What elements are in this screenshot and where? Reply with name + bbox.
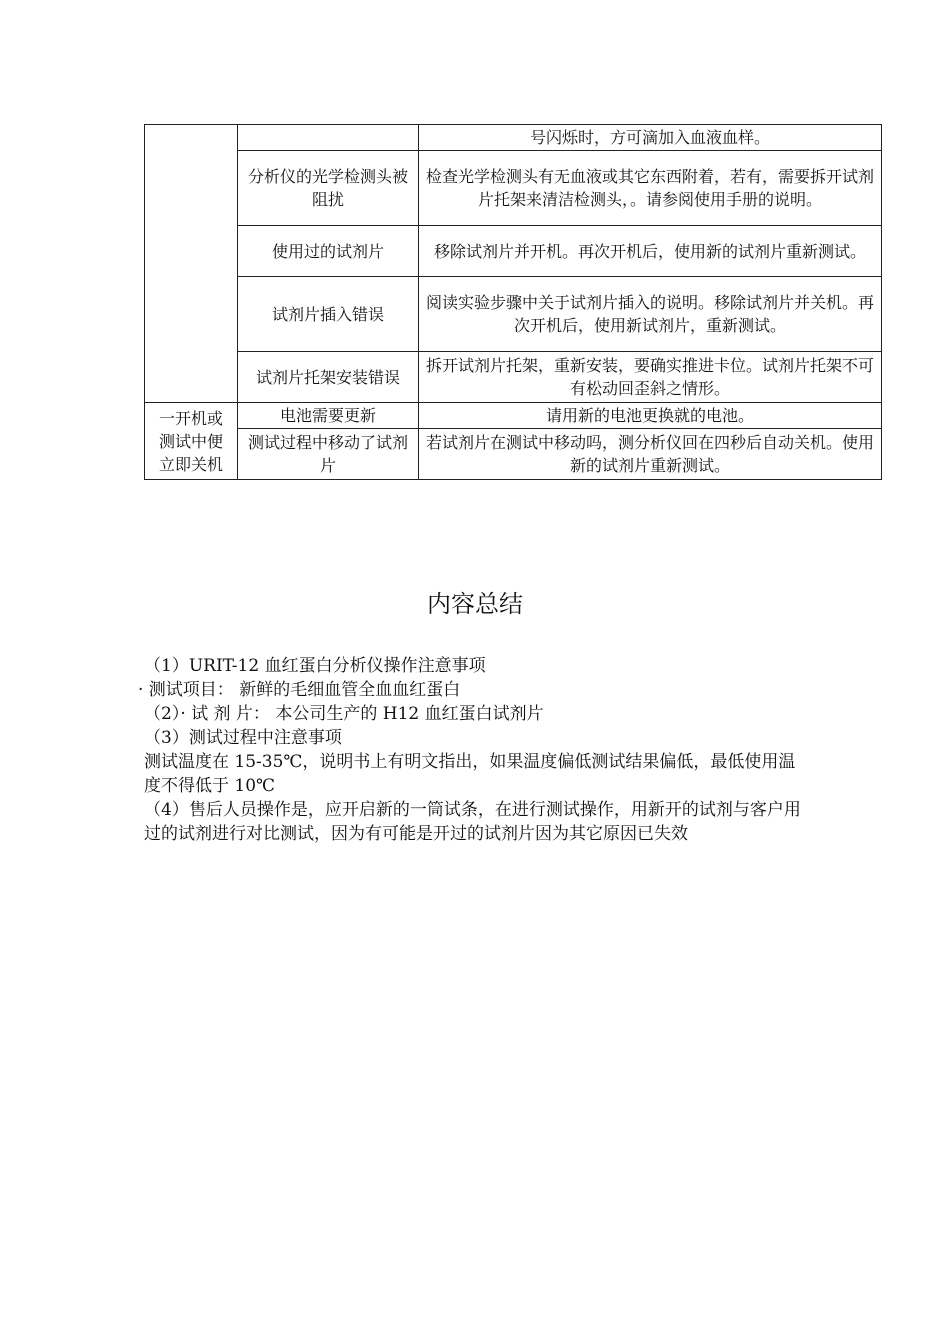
summary-line: （2）· 试 剂 片： 本公司生产的 H12 血红蛋白试剂片 [144, 704, 544, 724]
summary-line: 测试温度在 15-35℃，说明书上有明文指出，如果温度偏低测试结果偏低，最低使用温度不得低于 10℃ [144, 752, 796, 796]
cause-cell: 试剂片托架安装错误 [238, 352, 419, 403]
cause-cell [238, 125, 419, 151]
symptom-cell-continued [145, 125, 238, 403]
table-row [145, 403, 882, 429]
summary-line: · 测试项目： 新鲜的毛细血管全血血红蛋白 [138, 680, 461, 700]
summary-line: （4）售后人员操作是，应开启新的一筒试条，在进行测试操作，用新开的试剂与客户用过的试剂进行对比测试，因为有可能是开过的试剂片因为其它原因已失效 [144, 800, 801, 844]
solution-cell: 若试剂片在测试中移动吗，测分析仪回在四秒后自动关机。使用新的试剂片重新测试。 [419, 429, 882, 480]
solution-cell: 阅读实验步骤中关于试剂片插入的说明。移除试剂片并关机。再次开机后，使用新试剂片，重新测试。 [419, 277, 882, 352]
table-row [145, 352, 882, 403]
table-row [145, 226, 882, 277]
summary-body [138, 654, 804, 846]
solution-cell: 拆开试剂片托架，重新安装，要确实推进卡位。试剂片托架不可有松动回歪斜之情形。 [419, 352, 882, 403]
cause-cell: 试剂片插入错误 [238, 277, 419, 352]
summary-line: （1）URIT-12 血红蛋白分析仪操作注意事项 [144, 656, 486, 676]
symptom-cell: 一开机或测试中便立即关机 [145, 403, 238, 480]
cause-cell: 测试过程中移动了试剂片 [238, 429, 419, 480]
cause-cell: 使用过的试剂片 [238, 226, 419, 277]
table-row [145, 125, 882, 151]
cause-cell: 电池需要更新 [238, 403, 419, 429]
solution-cell: 检查光学检测头有无血液或其它东西附着，若有，需要拆开试剂片托架来清洁检测头，。请参阅使用手册的说明。 [419, 151, 882, 226]
troubleshooting-table [144, 124, 882, 480]
summary-line: （3）测试过程中注意事项 [144, 728, 342, 748]
solution-cell: 请用新的电池更换就的电池。 [419, 403, 882, 429]
table-row [145, 151, 882, 226]
summary-title: 内容总结 [427, 590, 523, 618]
table-row [145, 429, 882, 480]
solution-cell: 移除试剂片并开机。再次开机后，使用新的试剂片重新测试。 [419, 226, 882, 277]
table-row [145, 277, 882, 352]
cause-cell: 分析仪的光学检测头被阻扰 [238, 151, 419, 226]
solution-cell: 号闪烁时，方可滴加入血液血样。 [419, 125, 882, 151]
